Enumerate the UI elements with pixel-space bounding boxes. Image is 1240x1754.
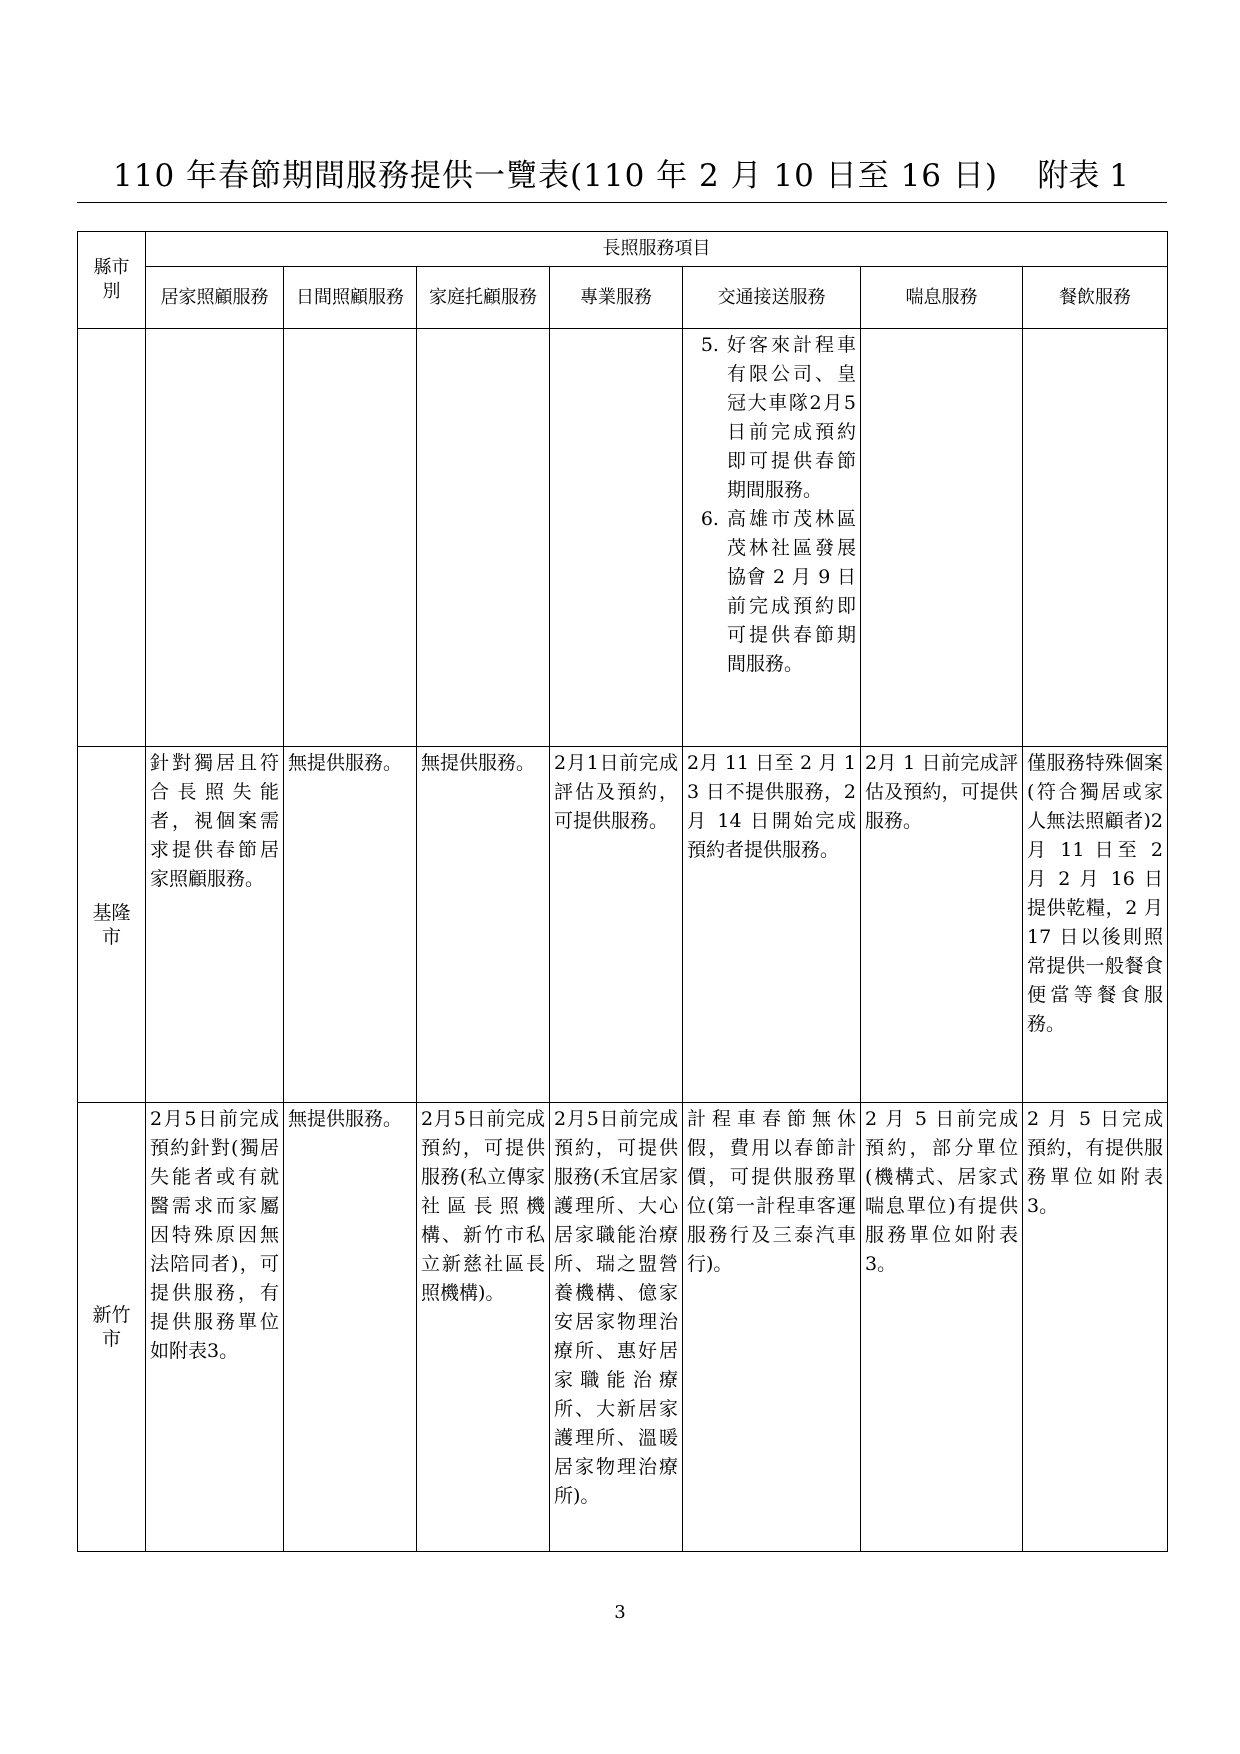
city-cell bbox=[78, 747, 146, 1103]
cell-respite: 2月 1 日前完成評估及預約，可提供服務。 bbox=[861, 747, 1023, 1103]
transport-item-list bbox=[687, 331, 856, 679]
cell-respite: 2 月 5 日前完成預約，部分單位(機構式、居家式喘息單位)有提供服務單位如附表3。 bbox=[861, 1103, 1023, 1552]
header-col-professional: 專業服務 bbox=[550, 267, 683, 329]
cell-empty bbox=[417, 329, 550, 747]
cell-transport bbox=[683, 329, 861, 747]
list-item: 6. 高雄市茂林區茂林社區發展協會 2 月 9 日前完成預約即可提供春節期間服務。 bbox=[725, 505, 856, 679]
header-col-home-care: 居家照顧服務 bbox=[146, 267, 284, 329]
cell-transport: 計程車春節無休假，費用以春節計價，可提供服務單位(第一計程車客運服務行及三泰汽車行)。 bbox=[683, 1103, 861, 1552]
cell-family-care: 2月5日前完成預約，可提供服務(私立傳家社區長照機構、新竹市私立新慈社區長照機構)。 bbox=[417, 1103, 550, 1552]
header-col-family-care: 家庭托顧服務 bbox=[417, 267, 550, 329]
appendix-label: 附表 1 bbox=[1037, 158, 1129, 194]
header-col-day-care: 日間照顧服務 bbox=[284, 267, 417, 329]
cell-empty bbox=[861, 329, 1023, 747]
header-col-transport: 交通接送服務 bbox=[683, 267, 861, 329]
title-row bbox=[77, 150, 1167, 194]
city-name: 新竹市 bbox=[92, 1304, 131, 1350]
cell-home-care: 2月5日前完成預約針對(獨居失能者或有就醫需求而家屬因特殊原因無法陪同者)，可提供服務，有提供服務單位如附表3。 bbox=[146, 1103, 284, 1552]
cell-empty bbox=[146, 329, 284, 747]
title-divider bbox=[77, 202, 1167, 203]
header-city: 縣市別 bbox=[78, 232, 146, 329]
cell-family-care: 無提供服務。 bbox=[417, 747, 550, 1103]
page-title: 110 年春節期間服務提供一覽表(110 年 2 月 10 日至 16 日) bbox=[113, 158, 998, 194]
city-name: 基隆市 bbox=[92, 901, 131, 948]
cell-empty bbox=[550, 329, 683, 747]
header-col-respite: 喘息服務 bbox=[861, 267, 1023, 329]
cell-home-care: 針對獨居且符合長照失能者，視個案需求提供春節居家照顧服務。 bbox=[146, 747, 284, 1103]
cell-day-care: 無提供服務。 bbox=[284, 1103, 417, 1552]
list-item: 5. 好客來計程車有限公司、皇冠大車隊2月5日前完成預約即可提供春節期間服務。 bbox=[725, 331, 856, 505]
cell-empty bbox=[1023, 329, 1168, 747]
header-col-meal: 餐飲服務 bbox=[1023, 267, 1168, 329]
city-cell bbox=[78, 329, 146, 747]
cell-empty bbox=[284, 329, 417, 747]
cell-transport: 2月 11 日至 2 月 13 日不提供服務，2月 14 日開始完成預約者提供服務。 bbox=[683, 747, 861, 1103]
cell-professional: 2月1日前完成評估及預約，可提供服務。 bbox=[550, 747, 683, 1103]
page-number: 3 bbox=[614, 1602, 626, 1623]
city-cell bbox=[78, 1103, 146, 1552]
cell-meal: 僅服務特殊個案(符合獨居或家人無法照顧者)2月 11 日至 2 月 2 月 16 日提供乾糧，2 月 17 日以後則照常提供一般餐食便當等餐食服務。 bbox=[1023, 747, 1168, 1103]
service-table bbox=[77, 231, 1168, 1552]
cell-day-care: 無提供服務。 bbox=[284, 747, 417, 1103]
header-service-group: 長照服務項目 bbox=[146, 232, 1168, 267]
cell-professional: 2月5日前完成預約，可提供服務(禾宜居家護理所、大心居家職能治療所、瑞之盟營養機構、億家安居家物理治療所、惠好居家職能治療所、大新居家護理所、溫暖居家物理治療所)。 bbox=[550, 1103, 683, 1552]
table-row bbox=[78, 1103, 1168, 1552]
cell-meal: 2 月 5 日完成預約，有提供服務單位如附表3。 bbox=[1023, 1103, 1168, 1552]
table-row bbox=[78, 747, 1168, 1103]
table-row bbox=[78, 329, 1168, 747]
